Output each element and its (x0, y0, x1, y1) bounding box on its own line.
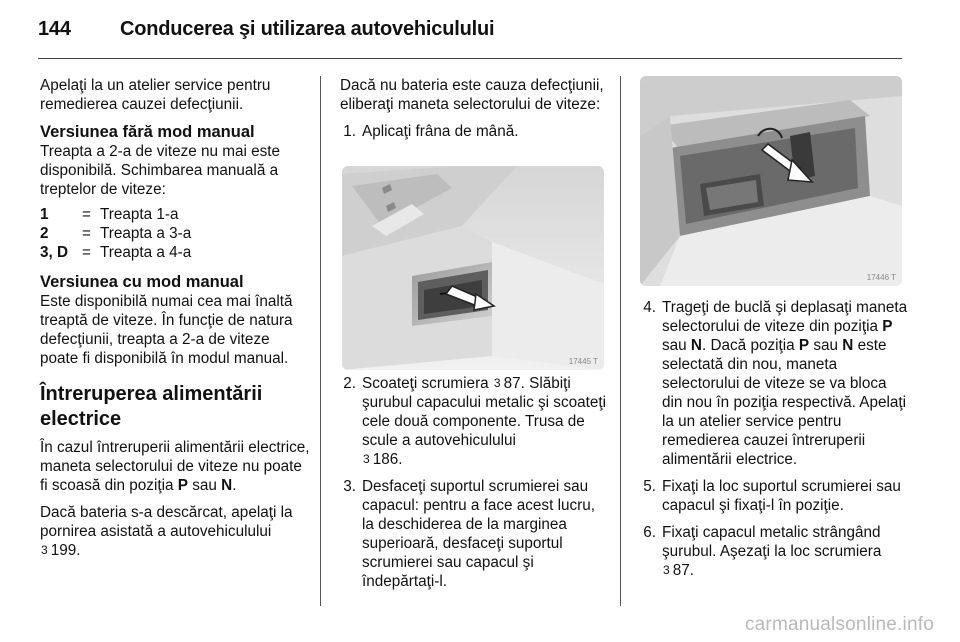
illustration-label: 17446 T (866, 273, 896, 282)
step-number: 4. (643, 299, 656, 316)
gear-row (40, 224, 310, 243)
step-text (662, 523, 908, 580)
gear-row (40, 205, 310, 224)
position-p: P (798, 337, 810, 354)
illustration-ashtray-removal (342, 166, 604, 370)
page-ref[interactable]: 186. (372, 451, 403, 468)
section-text-power-2 (40, 503, 310, 560)
text-run: sau (187, 477, 222, 494)
step-6 (640, 523, 908, 580)
gear-row (40, 243, 310, 262)
gear-value: Treapta 1-a (100, 206, 179, 223)
step-2 (340, 374, 608, 469)
position-p: P (177, 477, 188, 494)
text-run: Scoateţi scrumiera (362, 375, 489, 392)
section-title-power: Întreruperea alimentării electrice (40, 383, 263, 430)
gear-eq: = (82, 244, 91, 261)
col1-intro: Apelaţi la un atelier service pentru remedierea cauzei defecţiunii. (40, 77, 271, 113)
col2-intro: Dacă nu bateria este cauza defecţiunii, eliberaţi maneta selectorului de viteze: (340, 77, 604, 113)
text-run: este selectată din nou, maneta selectorului de viteze se va bloca din nou în poziţia respectivă. Apelaţi la un atelier service pentru remedierea cauzei întreruperii alimentării electrice. (662, 337, 907, 468)
step-text: Desfaceţi suportul scrumierei sau capacul: pentru a face acest lucru, la deschiderea de la marginea superioară, desfaceţi suportul scrumierei sau capacul şi îndepărtaţi-l. (362, 478, 595, 590)
page-number: 144 (38, 18, 71, 40)
step-number: 6. (643, 524, 656, 541)
gear-key: 3, D (40, 244, 69, 261)
text-run: Trageţi de buclă şi deplasaţi maneta selectorului de viteze din poziţia (662, 299, 908, 335)
text-run: sau (662, 337, 691, 354)
section-text-no-manual: Treapta a 2-a de viteze nu mai este disponibilă. Schimbarea manuală a treptelor de viteze: (40, 143, 281, 198)
step-number: 1. (343, 123, 356, 140)
gear-key: 1 (40, 206, 49, 223)
gear-key: 2 (40, 225, 49, 242)
step-number: 2. (343, 375, 356, 392)
column-2-lower (340, 374, 608, 599)
step-text (662, 298, 908, 469)
text-run: Slăbiţi şurubul capacului metalic şi scoateţi cele două componente. Trusa de scule a autovehiculului (362, 375, 607, 449)
illustration-selector-release (640, 76, 902, 286)
text-run: . Dacă poziţia (701, 337, 799, 354)
column-divider-2 (620, 76, 621, 606)
position-p: P (882, 318, 893, 335)
section-text-manual: Este disponibilă numai cea mai înaltă treaptă de viteze. În funcţie de natura defecţiunii, treapta a 2-a de viteze poate fi disponibilă în modul manual. (40, 293, 293, 367)
position-n: N (690, 337, 702, 354)
step-number: 3. (343, 478, 356, 495)
text-run: Dacă bateria s-a descărcat, apelaţi la pornirea asistată a autovehiculului (40, 504, 293, 540)
section-text-power-1 (40, 438, 310, 495)
text-run: . (232, 477, 237, 494)
page-ref[interactable]: 199. (50, 542, 81, 559)
header-rule (38, 58, 902, 59)
gear-list (40, 205, 310, 262)
gear-value: Treapta a 4-a (100, 244, 192, 261)
position-n: N (221, 477, 233, 494)
page-title: Conducerea şi utilizarea autovehiculului (120, 18, 495, 40)
section-title-manual: Versiunea cu mod manual (40, 273, 244, 291)
page-ref-icon: 3 (41, 543, 48, 557)
step-text (362, 374, 608, 469)
section-title-no-manual: Versiunea fără mod manual (40, 123, 255, 141)
step-number: 5. (643, 478, 656, 495)
illustration-svg (640, 76, 902, 286)
gear-value: Treapta a 3-a (100, 225, 192, 242)
step-4 (640, 298, 908, 469)
column-2 (340, 76, 608, 149)
illustration-svg (342, 166, 604, 370)
text-run: sau (809, 337, 843, 354)
step-5 (640, 477, 908, 515)
page-ref-icon: 3 (493, 376, 501, 390)
page-header (38, 18, 494, 46)
page-ref-icon: 3 (663, 563, 670, 577)
column-1 (40, 76, 310, 568)
page-ref[interactable]: 87. (672, 562, 694, 579)
illustration-label: 17445 T (568, 357, 598, 366)
text-run: Fixaţi capacul metalic strângând şurubul. Aşezaţi la loc scrumiera (662, 524, 882, 560)
step-text: Fixaţi la loc suportul scrumierei sau capacul şi fixaţi-l în poziţie. (662, 478, 901, 514)
column-3 (640, 298, 908, 588)
step-1 (340, 122, 608, 141)
gear-eq: = (82, 225, 91, 242)
text-run: În cazul întreruperii alimentării electrice, maneta selectorului de viteze nu poate fi scoasă din poziţia (40, 439, 310, 494)
column-divider-1 (320, 76, 321, 606)
gear-eq: = (82, 206, 91, 223)
page-ref-icon: 3 (363, 452, 370, 466)
step-text: Aplicaţi frâna de mână. (362, 123, 519, 140)
step-3 (340, 477, 608, 591)
page-ref[interactable]: 87. (503, 375, 525, 392)
watermark: carmanualsonline.info (744, 614, 934, 635)
position-n: N (842, 337, 854, 354)
